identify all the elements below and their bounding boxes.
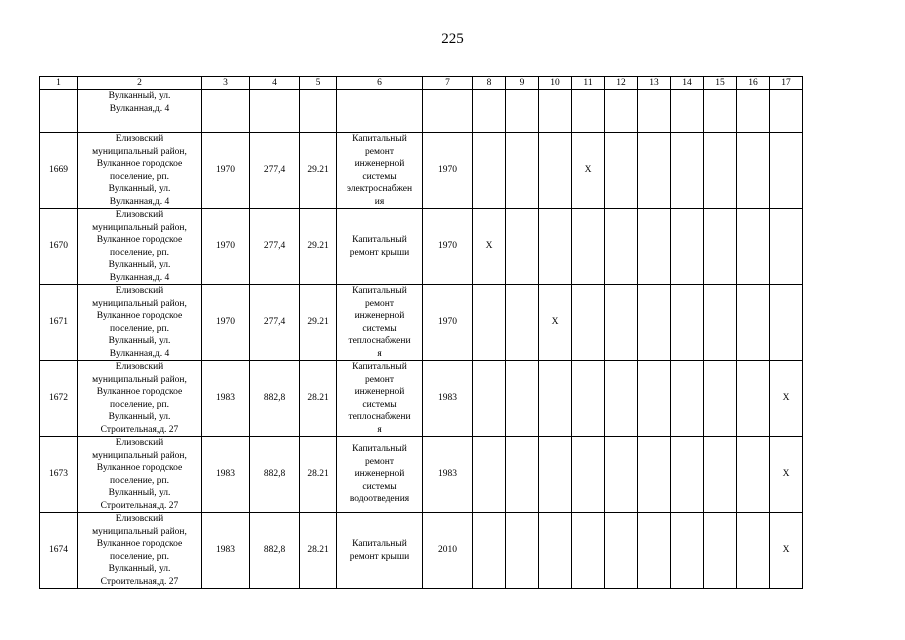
table-cell: [473, 90, 506, 133]
table-row: [40, 209, 803, 285]
mark-cell: [671, 513, 704, 589]
table-cell: [250, 90, 300, 133]
page-number: 225: [441, 31, 464, 47]
table-row: [40, 361, 803, 437]
table-row: [40, 513, 803, 589]
mark-cell: [605, 437, 638, 513]
repair-program-table: [39, 76, 803, 589]
area-cell: 277,4: [250, 209, 300, 285]
mark-cell: [638, 513, 671, 589]
continuation-row: [40, 90, 803, 133]
commissioning-year-cell: 1970: [202, 209, 250, 285]
work-type-cell: Капитальный ремонт инженерной системы теплоснабжени я: [337, 285, 423, 361]
commissioning-year-cell: 1983: [202, 361, 250, 437]
mark-cell: X: [473, 209, 506, 285]
mark-cell: X: [770, 361, 803, 437]
mark-cell: [506, 209, 539, 285]
table-cell: [202, 90, 250, 133]
table-cell: [704, 90, 737, 133]
mark-cell: [506, 285, 539, 361]
address-cell: Елизовский муниципальный район, Вулканное городское поселение, рп. Вулканный, ул. Строительная,д. 27: [78, 437, 202, 513]
mark-cell: [572, 513, 605, 589]
code-cell: 28.21: [300, 513, 337, 589]
column-header: 13: [638, 77, 671, 90]
mark-cell: [539, 513, 572, 589]
mark-cell: [671, 209, 704, 285]
area-cell: 277,4: [250, 285, 300, 361]
column-header: 12: [605, 77, 638, 90]
table-row: [40, 437, 803, 513]
work-type-cell: Капитальный ремонт инженерной системы электроснабжен ия: [337, 133, 423, 209]
area-cell: 882,8: [250, 513, 300, 589]
mark-cell: [539, 209, 572, 285]
mark-cell: [737, 133, 770, 209]
column-header: 3: [202, 77, 250, 90]
mark-cell: [473, 513, 506, 589]
table-cell: [539, 90, 572, 133]
row-number-cell: 1671: [40, 285, 78, 361]
column-header: 7: [423, 77, 473, 90]
code-cell: 28.21: [300, 437, 337, 513]
mark-cell: [638, 209, 671, 285]
mark-cell: [671, 437, 704, 513]
mark-cell: [671, 361, 704, 437]
mark-cell: [737, 209, 770, 285]
row-number-cell: 1674: [40, 513, 78, 589]
mark-cell: [539, 133, 572, 209]
column-header: 4: [250, 77, 300, 90]
commissioning-year-cell: 1983: [202, 437, 250, 513]
code-cell: 28.21: [300, 361, 337, 437]
table-cell: [770, 90, 803, 133]
code-cell: 29.21: [300, 209, 337, 285]
mark-cell: [473, 437, 506, 513]
column-header: 9: [506, 77, 539, 90]
column-header: 16: [737, 77, 770, 90]
mark-cell: [704, 133, 737, 209]
column-number-row: [40, 77, 803, 90]
mark-cell: [704, 513, 737, 589]
column-header: 1: [40, 77, 78, 90]
mark-cell: [704, 361, 737, 437]
address-cell: Елизовский муниципальный район, Вулканное городское поселение, рп. Вулканный, ул. Вулканная,д. 4: [78, 133, 202, 209]
commissioning-year-cell: 1970: [202, 285, 250, 361]
mark-cell: [539, 437, 572, 513]
mark-cell: [638, 437, 671, 513]
mark-cell: X: [572, 133, 605, 209]
mark-cell: [605, 361, 638, 437]
address-cell: Елизовский муниципальный район, Вулканное городское поселение, рп. Вулканный, ул. Строительная,д. 27: [78, 361, 202, 437]
mark-cell: [539, 361, 572, 437]
mark-cell: [737, 361, 770, 437]
row-number-cell: 1669: [40, 133, 78, 209]
table-cell: [300, 90, 337, 133]
mark-cell: [737, 285, 770, 361]
table-cell: [605, 90, 638, 133]
work-type-cell: Капитальный ремонт крыши: [337, 513, 423, 589]
mark-cell: [506, 361, 539, 437]
mark-cell: [638, 361, 671, 437]
table-cell: [423, 90, 473, 133]
address-cell: Елизовский муниципальный район, Вулканное городское поселение, рп. Вулканный, ул. Строительная,д. 27: [78, 513, 202, 589]
column-header: 17: [770, 77, 803, 90]
code-cell: 29.21: [300, 285, 337, 361]
mark-cell: [473, 133, 506, 209]
table-cell: [638, 90, 671, 133]
area-cell: 277,4: [250, 133, 300, 209]
mark-cell: [770, 285, 803, 361]
column-header: 5: [300, 77, 337, 90]
table-cell: [671, 90, 704, 133]
year-cell: 1983: [423, 361, 473, 437]
mark-cell: [572, 209, 605, 285]
mark-cell: [638, 133, 671, 209]
column-header: 8: [473, 77, 506, 90]
code-cell: 29.21: [300, 133, 337, 209]
mark-cell: [638, 285, 671, 361]
work-type-cell: Капитальный ремонт инженерной системы водоотведения: [337, 437, 423, 513]
table-cell: [337, 90, 423, 133]
column-header: 14: [671, 77, 704, 90]
column-header: 11: [572, 77, 605, 90]
mark-cell: X: [770, 437, 803, 513]
row-number-cell: 1670: [40, 209, 78, 285]
mark-cell: [572, 285, 605, 361]
row-number-cell: 1672: [40, 361, 78, 437]
commissioning-year-cell: 1970: [202, 133, 250, 209]
mark-cell: [704, 285, 737, 361]
work-type-cell: Капитальный ремонт инженерной системы теплоснабжени я: [337, 361, 423, 437]
table-row: [40, 285, 803, 361]
mark-cell: [671, 133, 704, 209]
address-cell: Елизовский муниципальный район, Вулканное городское поселение, рп. Вулканный, ул. Вулканная,д. 4: [78, 209, 202, 285]
year-cell: 1970: [423, 209, 473, 285]
commissioning-year-cell: 1983: [202, 513, 250, 589]
mark-cell: [473, 285, 506, 361]
table-cell: [572, 90, 605, 133]
mark-cell: X: [539, 285, 572, 361]
area-cell: 882,8: [250, 361, 300, 437]
mark-cell: [473, 361, 506, 437]
column-header: 10: [539, 77, 572, 90]
mark-cell: [737, 437, 770, 513]
mark-cell: [605, 285, 638, 361]
address-cell: Вулканный, ул. Вулканная,д. 4: [78, 90, 202, 133]
mark-cell: [572, 437, 605, 513]
mark-cell: [671, 285, 704, 361]
mark-cell: [506, 437, 539, 513]
mark-cell: [506, 513, 539, 589]
mark-cell: X: [770, 513, 803, 589]
column-header: 2: [78, 77, 202, 90]
table-cell: [40, 90, 78, 133]
mark-cell: [605, 209, 638, 285]
mark-cell: [605, 133, 638, 209]
mark-cell: [704, 437, 737, 513]
year-cell: 1970: [423, 133, 473, 209]
area-cell: 882,8: [250, 437, 300, 513]
mark-cell: [572, 361, 605, 437]
mark-cell: [737, 513, 770, 589]
row-number-cell: 1673: [40, 437, 78, 513]
table-cell: [737, 90, 770, 133]
mark-cell: [605, 513, 638, 589]
mark-cell: [770, 133, 803, 209]
mark-cell: [704, 209, 737, 285]
column-header: 15: [704, 77, 737, 90]
table-row: [40, 133, 803, 209]
work-type-cell: Капитальный ремонт крыши: [337, 209, 423, 285]
address-cell: Елизовский муниципальный район, Вулканное городское поселение, рп. Вулканный, ул. Вулканная,д. 4: [78, 285, 202, 361]
year-cell: 1983: [423, 437, 473, 513]
mark-cell: [506, 133, 539, 209]
column-header: 6: [337, 77, 423, 90]
mark-cell: [770, 209, 803, 285]
table-cell: [506, 90, 539, 133]
year-cell: 2010: [423, 513, 473, 589]
year-cell: 1970: [423, 285, 473, 361]
